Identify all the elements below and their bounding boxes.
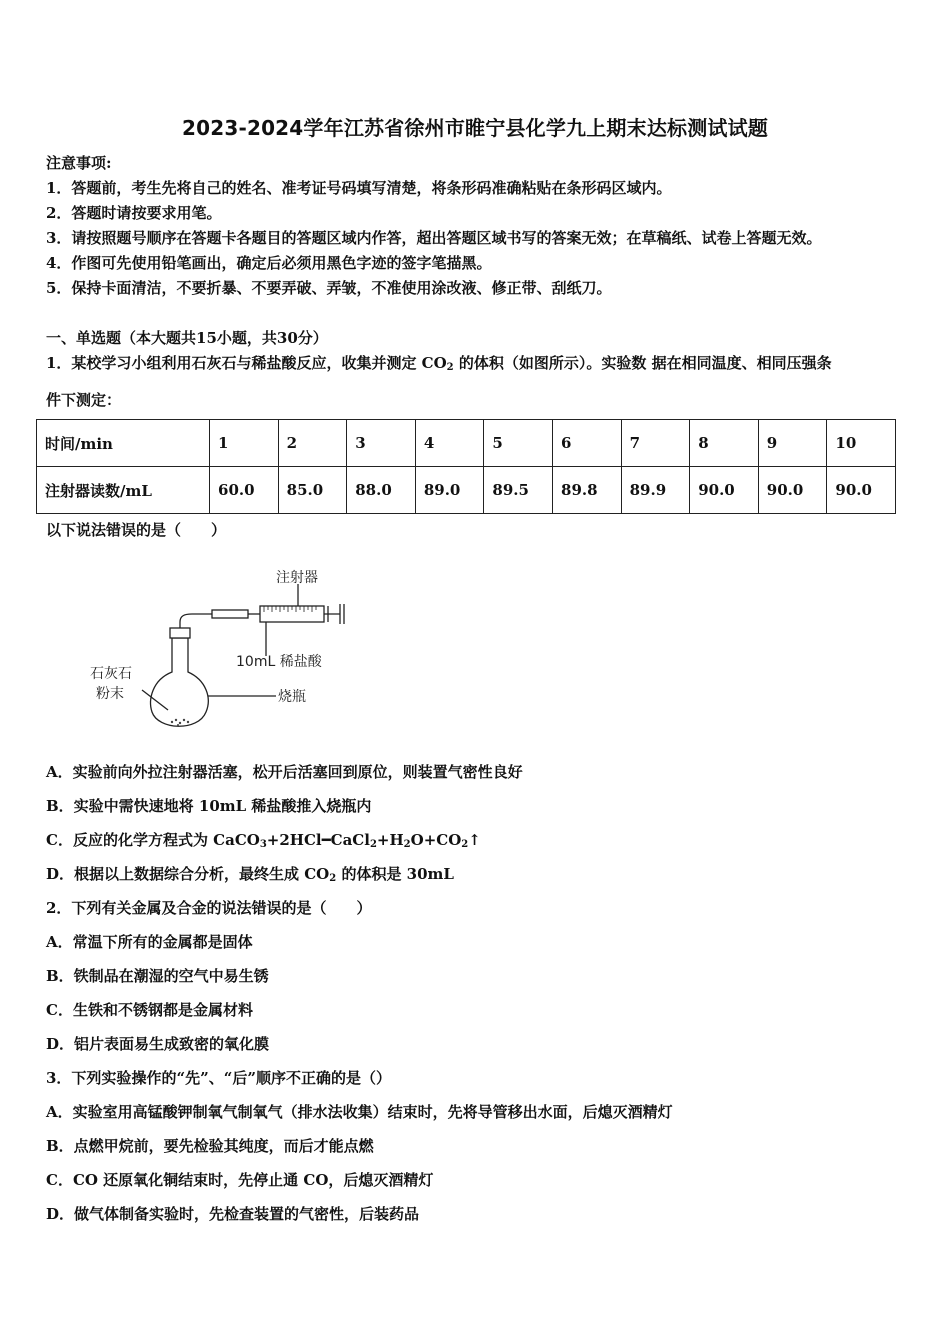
table-cell: 89.9 xyxy=(621,467,690,514)
subscript: 2 xyxy=(461,839,469,850)
note-item: 4．作图可先使用铅笔画出，确定后必须用黑色字迹的签字笔描黑。 xyxy=(46,254,492,272)
notes-heading: 注意事项: xyxy=(46,154,112,172)
page-title: 2023-2024学年江苏省徐州市睢宁县化学九上期末达标测试试题 xyxy=(181,116,769,140)
q2-option: D．铝片表面易生成致密的氧化膜 xyxy=(46,1035,270,1053)
table-cell: 90.0 xyxy=(690,467,759,514)
syringe-scale xyxy=(264,606,316,612)
table-cell: 89.0 xyxy=(415,467,484,514)
q1-stem-subscript: 2 xyxy=(446,362,454,373)
option-text: +H xyxy=(376,831,404,849)
subscript: 2 xyxy=(369,839,377,850)
q1-option-d xyxy=(46,863,454,884)
option-text: +2HCl━CaCl xyxy=(266,831,370,849)
note-item: 5．保持卡面清洁，不要折暴、不要弄破、弄皱，不准使用涂改液、修正带、刮纸刀。 xyxy=(46,279,612,297)
table-cell: 89.5 xyxy=(484,467,553,514)
q3-option: C．CO 还原氧化铜结束时，先停止通 CO，后熄灭酒精灯 xyxy=(46,1171,434,1189)
table-cell: 10 xyxy=(827,420,896,467)
table-cell: 3 xyxy=(347,420,416,467)
table-cell: 2 xyxy=(278,420,347,467)
limestone-label: 石灰石 xyxy=(90,666,132,682)
note-item: 2．答题时请按要求用笔。 xyxy=(46,204,222,222)
table-cell: 5 xyxy=(484,420,553,467)
option-text: O+CO xyxy=(410,831,462,849)
q1-option-a: A．实验前向外拉注射器活塞，松开后活塞回到原位，则装置气密性良好 xyxy=(46,763,523,781)
table-cell: 90.0 xyxy=(758,467,827,514)
table-cell: 60.0 xyxy=(210,467,279,514)
table-row-label: 注射器读数/mL xyxy=(37,467,210,514)
q1-prompt: 以下说法错误的是（ ） xyxy=(46,521,227,539)
table-cell: 88.0 xyxy=(347,467,416,514)
option-text: 的体积是 30mL xyxy=(336,865,454,883)
connecting-tube xyxy=(180,614,212,628)
syringe-label: 注射器 xyxy=(276,570,318,586)
option-text: D．根据以上数据综合分析，最终生成 CO xyxy=(46,865,330,883)
flask-label: 烧瓶 xyxy=(278,689,306,705)
gas-arrow: ↑ xyxy=(468,831,481,849)
table-cell: 89.8 xyxy=(553,467,622,514)
q2-stem: 2．下列有关金属及合金的说法错误的是（ ） xyxy=(46,899,372,917)
table-cell: 4 xyxy=(415,420,484,467)
q3-option: B．点燃甲烷前，要先检验其纯度，而后才能点燃 xyxy=(46,1137,374,1155)
subscript: 2 xyxy=(329,873,337,884)
subscript: 3 xyxy=(259,839,267,850)
syringe-plunger xyxy=(324,604,344,624)
q3-stem: 3．下列实验操作的“先”、“后”顺序不正确的是（） xyxy=(46,1069,391,1087)
q1-stem-line2: 件下测定： xyxy=(46,391,122,409)
acid-label: 10mL 稀盐酸 xyxy=(236,654,322,670)
q1-stem-line1 xyxy=(46,352,832,373)
q1-stem-text: 的体积（如图所示）。实验数 据在相同温度、相同压强条 xyxy=(453,354,832,372)
q3-option: D．做气体制备实验时，先检查装置的气密性，后装药品 xyxy=(46,1205,420,1223)
table-cell: 8 xyxy=(690,420,759,467)
q1-option-c xyxy=(46,829,481,850)
q1-data-table xyxy=(36,419,896,514)
q1-stem-text: 1．某校学习小组利用石灰石与稀盐酸反应，收集并测定 CO xyxy=(46,354,447,372)
table-cell: 90.0 xyxy=(827,467,896,514)
table-row-label: 时间/min xyxy=(37,420,210,467)
apparatus-figure xyxy=(88,560,358,740)
q1-option-b: B．实验中需快速地将 10mL 稀盐酸推入烧瓶内 xyxy=(46,797,372,815)
table-cell: 7 xyxy=(621,420,690,467)
q3-option: A．实验室用高锰酸钾制氧气制氧气（排水法收集）结束时，先将导管移出水面，后熄灭酒精灯 xyxy=(46,1103,673,1121)
table-cell: 9 xyxy=(758,420,827,467)
option-text: C．反应的化学方程式为 CaCO xyxy=(46,831,260,849)
note-item: 1．答题前，考生先将自己的姓名、准考证号码填写清楚，将条形码准确粘贴在条形码区域内。 xyxy=(46,179,672,197)
table-cell: 85.0 xyxy=(278,467,347,514)
table-row xyxy=(37,420,896,467)
subscript: 2 xyxy=(403,839,411,850)
table-cell: 1 xyxy=(210,420,279,467)
table-cell: 6 xyxy=(553,420,622,467)
table-row xyxy=(37,467,896,514)
section-heading: 一、单选题（本大题共15小题，共30分） xyxy=(46,329,328,347)
limestone-label: 粉末 xyxy=(96,686,124,702)
q2-option: A．常温下所有的金属都是固体 xyxy=(46,933,253,951)
limestone-powder xyxy=(171,719,189,726)
flask-outline xyxy=(151,638,209,726)
note-item: 3．请按照题号顺序在答题卡各题目的答题区域内作答，超出答题区域书写的答案无效；在草稿纸、试卷上答题无效。 xyxy=(46,229,822,247)
q2-option: C．生铁和不锈钢都是金属材料 xyxy=(46,1001,253,1019)
stopper xyxy=(170,628,190,638)
q2-option: B．铁制品在潮湿的空气中易生锈 xyxy=(46,967,269,985)
tube-segment xyxy=(212,610,248,618)
